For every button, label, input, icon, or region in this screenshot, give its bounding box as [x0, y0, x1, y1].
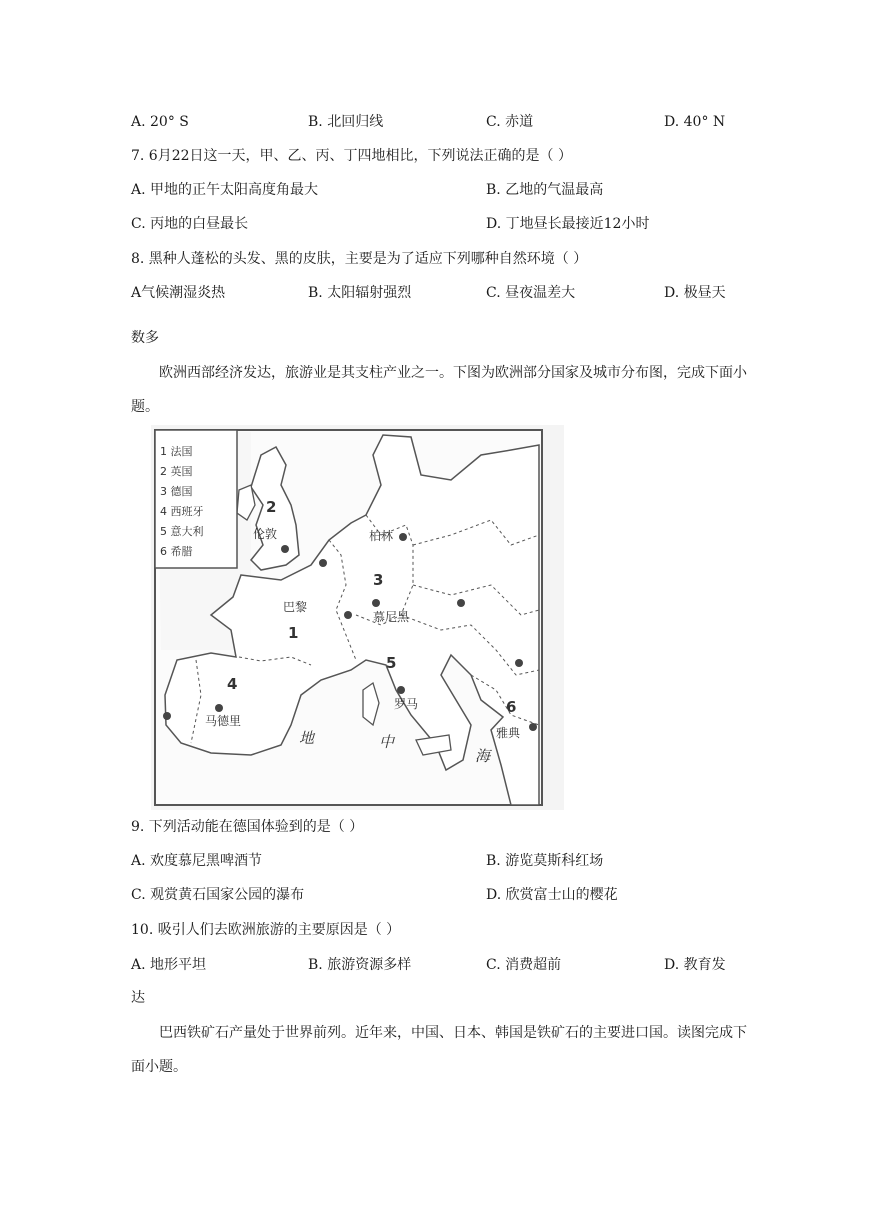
q6-option-a: A. 20° S — [131, 114, 189, 130]
country-number-3: 3 — [373, 571, 384, 589]
city-dot-berlin — [399, 533, 407, 541]
legend-item-2: 2 英国 — [160, 465, 193, 478]
passage-europe: 欧洲西部经济发达，旅游业是其支柱产业之一。下图为欧洲部分国家及城市分布图，完成下面小题。 — [131, 365, 747, 415]
city-dot-paris — [319, 559, 327, 567]
city-dot-madrid — [215, 704, 223, 712]
q10-options — [131, 954, 738, 976]
city-dot-london — [281, 545, 289, 553]
legend-item-4: 4 西班牙 — [160, 505, 204, 518]
country-number-2: 2 — [266, 498, 277, 516]
city-dot-munich — [372, 599, 380, 607]
city-dot-extra-2 — [457, 599, 465, 607]
q10-option-d: D. 教育发 — [664, 957, 726, 973]
q7-option-b: B. 乙地的气温最高 — [486, 182, 604, 198]
q8-stem: 8. 黑种人蓬松的头发、黑的皮肤，主要是为了适应下列哪种自然环境（ ） — [131, 251, 588, 267]
country-number-1: 1 — [288, 624, 299, 642]
city-label-madrid: 马德里 — [205, 714, 242, 728]
city-label-paris: 巴黎 — [283, 600, 308, 614]
europe-map-svg — [151, 425, 564, 810]
city-label-munich: 慕尼黑 — [373, 610, 410, 624]
q6-option-b: B. 北回归线 — [308, 114, 384, 130]
q9-option-a: A. 欢度慕尼黑啤酒节 — [131, 853, 263, 869]
city-label-athens: 雅典 — [496, 726, 521, 740]
q7-options-row1 — [131, 179, 738, 201]
passage-brazil: 巴西铁矿石产量处于世界前列。近年来，中国、日本、韩国是铁矿石的主要进口国。读图完成下面小题。 — [131, 1025, 747, 1075]
q6-option-d: D. 40° N — [664, 114, 726, 130]
city-label-london: 伦敦 — [253, 527, 278, 541]
sea-label-1: 地 — [299, 729, 315, 747]
sea-label-2: 中 — [379, 733, 395, 751]
city-dot-extra-3 — [515, 659, 523, 667]
legend-item-6: 6 希腊 — [160, 545, 193, 558]
q9-stem: 9. 下列活动能在德国体验到的是（ ） — [131, 819, 364, 835]
q8-option-b: B. 太阳辐射强烈 — [308, 285, 412, 301]
q10-option-b: B. 旅游资源多样 — [308, 957, 412, 973]
city-dot-rome — [397, 686, 405, 694]
q7-stem: 7. 6月22日这一天，甲、乙、丙、丁四地相比，下列说法正确的是（ ） — [131, 148, 572, 164]
europe-map — [151, 425, 564, 810]
q8-options — [131, 282, 738, 304]
q8-option-d-wrap: 数多 — [131, 330, 159, 346]
q8-option-a: A气候潮湿炎热 — [131, 285, 226, 301]
q6-options — [131, 111, 738, 133]
city-dot-athens — [529, 723, 537, 731]
legend-item-1: 1 法国 — [160, 445, 193, 458]
q6-option-c: C. 赤道 — [486, 114, 534, 130]
sea-label-3: 海 — [475, 747, 491, 765]
q10-stem: 10. 吸引人们去欧洲旅游的主要原因是（ ） — [131, 922, 401, 938]
q8-option-c: C. 昼夜温差大 — [486, 285, 576, 301]
q9-option-d: D. 欣赏富士山的樱花 — [486, 887, 618, 903]
q7-option-a: A. 甲地的正午太阳高度角最大 — [131, 182, 319, 198]
country-number-4: 4 — [227, 675, 238, 693]
q7-options-row2 — [131, 213, 738, 235]
country-number-5: 5 — [386, 654, 397, 672]
q9-options-row1 — [131, 850, 738, 872]
legend-item-5: 5 意大利 — [160, 525, 204, 538]
legend-item-3: 3 德国 — [160, 485, 193, 498]
q7-option-c: C. 丙地的白昼最长 — [131, 216, 249, 232]
q10-option-a: A. 地形平坦 — [131, 957, 207, 973]
q9-option-b: B. 游览莫斯科红场 — [486, 853, 604, 869]
q10-option-c: C. 消费超前 — [486, 957, 562, 973]
country-number-6: 6 — [506, 698, 517, 716]
city-dot-extra-1 — [344, 611, 352, 619]
city-label-berlin: 柏林 — [369, 529, 394, 543]
city-dot-extra-4 — [163, 712, 171, 720]
q7-option-d: D. 丁地昼长最接近12小时 — [486, 216, 650, 232]
q8-option-d: D. 极昼天 — [664, 285, 726, 301]
q9-options-row2 — [131, 884, 738, 906]
city-label-rome: 罗马 — [394, 697, 419, 711]
q10-option-d-wrap: 达 — [131, 990, 145, 1006]
q9-option-c: C. 观赏黄石国家公园的瀑布 — [131, 887, 305, 903]
